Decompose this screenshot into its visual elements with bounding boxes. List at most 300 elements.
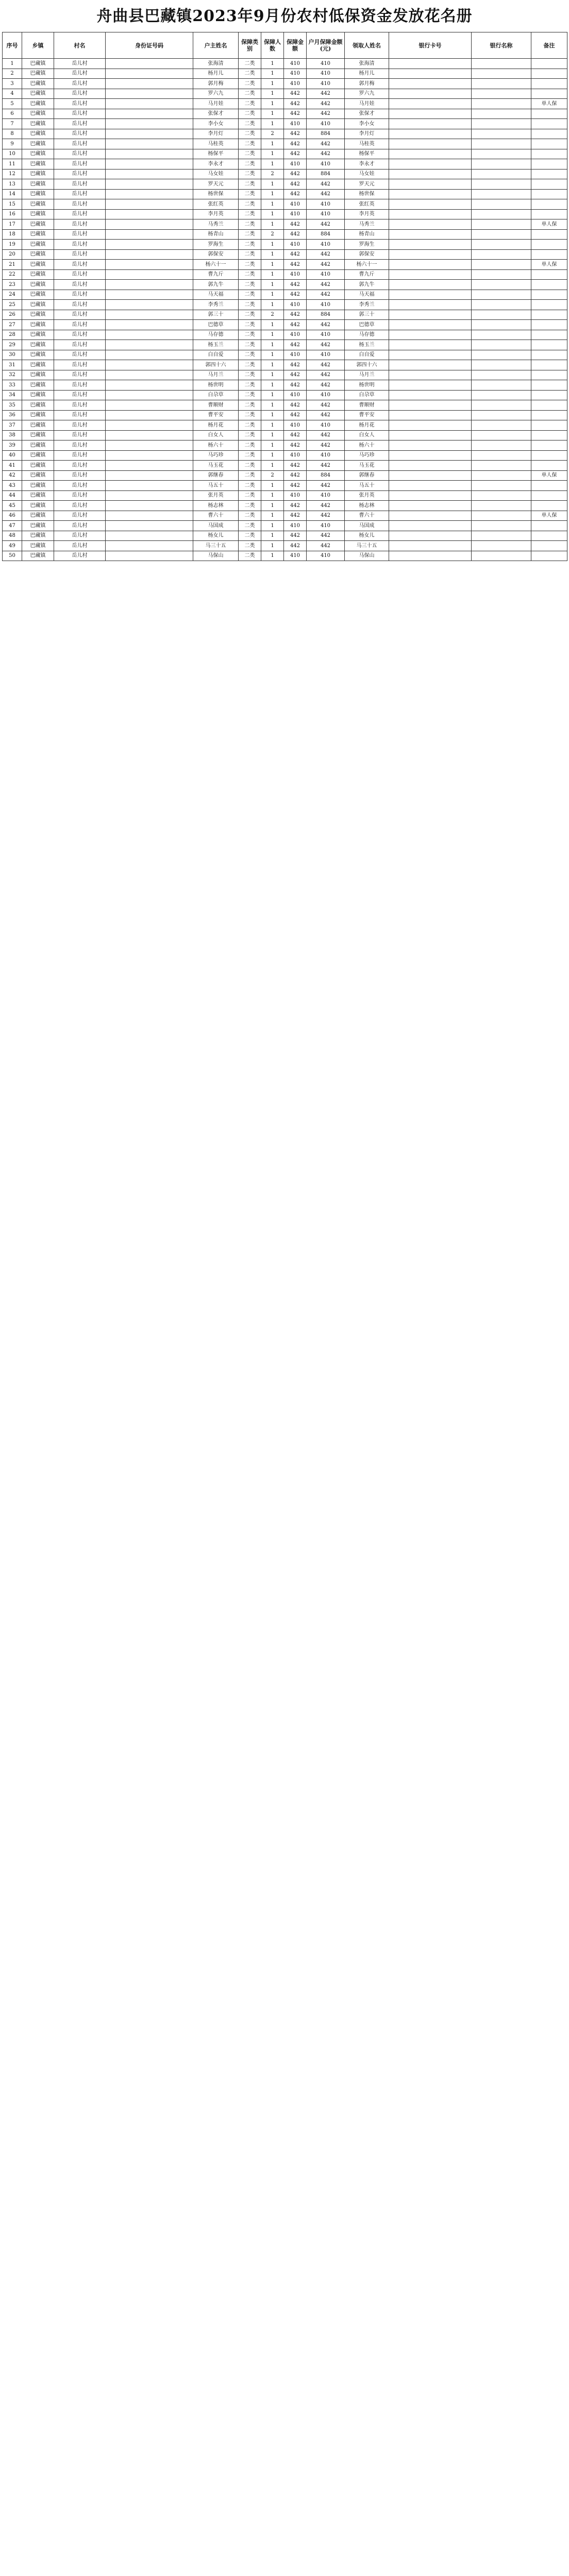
table-cell: 马保山	[193, 551, 239, 561]
table-cell	[106, 370, 193, 380]
table-cell: 1	[261, 521, 284, 531]
table-cell	[531, 169, 567, 179]
table-cell: 9	[3, 139, 22, 149]
table-cell	[531, 340, 567, 350]
table-cell: 1	[261, 370, 284, 380]
table-cell: 曹平安	[345, 410, 389, 420]
table-cell	[389, 209, 472, 219]
table-cell	[472, 320, 531, 330]
table-cell: 442	[307, 219, 345, 230]
table-cell	[106, 300, 193, 310]
table-cell: 16	[3, 209, 22, 219]
table-cell: 巴藏镇	[22, 89, 54, 99]
table-cell: 442	[284, 290, 307, 300]
table-cell: 巴藏镇	[22, 290, 54, 300]
table-cell: 巴藏镇	[22, 229, 54, 240]
table-cell: 巴藏镇	[22, 461, 54, 471]
table-cell: 1	[261, 280, 284, 290]
table-cell	[389, 169, 472, 179]
table-body	[3, 59, 567, 561]
table-cell: 张红英	[345, 199, 389, 210]
col-header: 保障类别	[239, 32, 261, 59]
table-cell: 岳儿村	[54, 79, 106, 89]
table-row	[3, 521, 567, 531]
table-cell: 曹六十	[193, 511, 239, 521]
table-cell: 杨志林	[345, 501, 389, 511]
table-cell: 31	[3, 360, 22, 370]
table-cell: 巴藏镇	[22, 300, 54, 310]
table-cell	[531, 229, 567, 240]
table-cell	[472, 470, 531, 481]
table-cell: 442	[307, 149, 345, 159]
table-cell: 884	[307, 169, 345, 179]
table-cell: 442	[284, 229, 307, 240]
table-cell: 1	[261, 551, 284, 561]
table-cell	[389, 269, 472, 280]
table-cell	[106, 149, 193, 159]
table-cell: 410	[307, 450, 345, 461]
table-cell: 442	[307, 380, 345, 391]
table-cell: 442	[307, 511, 345, 521]
table-cell: 442	[284, 249, 307, 260]
table-cell: 李秀兰	[345, 300, 389, 310]
table-cell: 罗天元	[345, 179, 389, 190]
table-cell	[472, 310, 531, 320]
table-cell: 罗天元	[193, 179, 239, 190]
table-cell: 巴藏镇	[22, 440, 54, 451]
table-cell	[389, 159, 472, 170]
table-row	[3, 89, 567, 99]
table-cell: 442	[307, 99, 345, 109]
table-cell	[472, 209, 531, 219]
table-cell: 岳儿村	[54, 89, 106, 99]
table-cell: 410	[307, 490, 345, 501]
table-cell: 二类	[239, 370, 261, 380]
table-cell: 巴藏镇	[22, 109, 54, 119]
table-cell	[472, 69, 531, 79]
table-cell: 39	[3, 440, 22, 451]
table-cell	[472, 430, 531, 440]
table-cell: 24	[3, 290, 22, 300]
table-cell: 杨月花	[345, 420, 389, 431]
table-cell: 杨世保	[345, 189, 389, 199]
table-cell: 单人保	[531, 260, 567, 270]
table-row	[3, 360, 567, 370]
payout-table	[2, 32, 567, 561]
table-cell: 岳儿村	[54, 531, 106, 541]
table-cell	[472, 350, 531, 360]
table-cell: 442	[284, 179, 307, 190]
table-cell: 1	[261, 249, 284, 260]
table-cell: 马三十五	[345, 541, 389, 551]
table-cell: 二类	[239, 440, 261, 451]
table-cell	[389, 490, 472, 501]
table-cell: 岳儿村	[54, 340, 106, 350]
table-cell: 巴藏镇	[22, 139, 54, 149]
table-cell: 1	[261, 219, 284, 230]
col-header: 乡镇	[22, 32, 54, 59]
table-cell: 二类	[239, 320, 261, 330]
table-cell: 巴藏镇	[22, 380, 54, 391]
table-cell: 410	[284, 199, 307, 210]
table-row	[3, 290, 567, 300]
table-cell: 47	[3, 521, 22, 531]
table-cell: 马桂英	[193, 139, 239, 149]
table-cell: 曹顺财	[193, 400, 239, 411]
table-cell	[389, 330, 472, 340]
table-cell: 1	[261, 179, 284, 190]
table-cell	[106, 420, 193, 431]
table-cell: 1	[261, 290, 284, 300]
table-cell	[106, 219, 193, 230]
table-cell	[531, 551, 567, 561]
table-cell: 二类	[239, 260, 261, 270]
table-cell: 1	[261, 189, 284, 199]
table-cell	[472, 420, 531, 431]
table-cell: 10	[3, 149, 22, 159]
table-cell: 410	[284, 521, 307, 531]
table-cell: 410	[284, 209, 307, 219]
table-cell	[389, 360, 472, 370]
table-cell: 442	[307, 320, 345, 330]
table-cell: 27	[3, 320, 22, 330]
table-cell	[106, 159, 193, 170]
table-cell: 1	[261, 159, 284, 170]
table-cell: 442	[307, 280, 345, 290]
table-cell: 巴藏镇	[22, 99, 54, 109]
table-cell: 1	[261, 269, 284, 280]
table-cell: 28	[3, 330, 22, 340]
table-cell: 1	[261, 380, 284, 391]
table-row	[3, 481, 567, 491]
table-cell: 李小女	[345, 119, 389, 129]
table-cell: 410	[307, 209, 345, 219]
table-cell: 442	[284, 260, 307, 270]
table-cell: 巴藏镇	[22, 370, 54, 380]
table-cell	[472, 370, 531, 380]
table-cell: 442	[284, 340, 307, 350]
table-cell: 李小女	[193, 119, 239, 129]
table-cell: 白自爱	[193, 350, 239, 360]
table-cell: 岳儿村	[54, 280, 106, 290]
table-cell: 二类	[239, 139, 261, 149]
table-row	[3, 350, 567, 360]
table-cell: 35	[3, 400, 22, 411]
table-cell: 410	[307, 69, 345, 79]
table-cell: 1	[261, 420, 284, 431]
table-cell: 二类	[239, 240, 261, 250]
table-cell: 岳儿村	[54, 229, 106, 240]
table-cell	[531, 59, 567, 69]
table-cell: 郭保安	[193, 249, 239, 260]
table-cell	[472, 169, 531, 179]
table-cell: 岳儿村	[54, 119, 106, 129]
table-cell	[531, 531, 567, 541]
table-cell: 442	[284, 461, 307, 471]
table-cell: 1	[261, 490, 284, 501]
table-cell: 二类	[239, 531, 261, 541]
table-cell: 巴藏镇	[22, 430, 54, 440]
table-cell: 12	[3, 169, 22, 179]
table-cell: 马保山	[345, 551, 389, 561]
table-cell: 33	[3, 380, 22, 391]
table-cell	[472, 541, 531, 551]
table-cell: 2	[261, 169, 284, 179]
table-cell: 32	[3, 370, 22, 380]
table-cell	[472, 219, 531, 230]
table-cell: 单人保	[531, 470, 567, 481]
table-row	[3, 199, 567, 210]
table-cell: 杨月儿	[193, 69, 239, 79]
table-cell: 马月娃	[193, 99, 239, 109]
table-cell: 杨六十	[345, 440, 389, 451]
table-cell: 岳儿村	[54, 440, 106, 451]
table-cell: 二类	[239, 79, 261, 89]
table-cell: 岳儿村	[54, 129, 106, 139]
table-cell: 岳儿村	[54, 461, 106, 471]
col-header: 身份证号码	[106, 32, 193, 59]
col-header: 村名	[54, 32, 106, 59]
table-cell: 巴藏镇	[22, 79, 54, 89]
table-cell: 18	[3, 229, 22, 240]
table-cell: 巴藏镇	[22, 501, 54, 511]
table-cell: 巴藏镇	[22, 119, 54, 129]
table-cell: 马存德	[193, 330, 239, 340]
table-cell	[106, 531, 193, 541]
table-cell	[531, 240, 567, 250]
table-cell	[389, 370, 472, 380]
table-cell	[531, 209, 567, 219]
table-cell	[472, 300, 531, 310]
table-cell	[389, 189, 472, 199]
table-cell: 马桂英	[345, 139, 389, 149]
table-cell	[106, 99, 193, 109]
table-cell: 二类	[239, 310, 261, 320]
table-cell: 442	[307, 360, 345, 370]
table-cell: 442	[284, 440, 307, 451]
table-cell: 2	[261, 129, 284, 139]
table-cell: 1	[261, 89, 284, 99]
table-cell: 38	[3, 430, 22, 440]
table-cell: 白女人	[345, 430, 389, 440]
table-cell: 岳儿村	[54, 470, 106, 481]
table-cell	[389, 430, 472, 440]
table-cell: 张红英	[193, 199, 239, 210]
table-cell: 410	[307, 390, 345, 400]
table-cell: 张海清	[193, 59, 239, 69]
table-cell: 15	[3, 199, 22, 210]
table-cell: 岳儿村	[54, 410, 106, 420]
table-cell	[531, 159, 567, 170]
table-cell	[389, 240, 472, 250]
table-cell: 岳儿村	[54, 149, 106, 159]
table-cell	[472, 79, 531, 89]
table-cell: 巴藏镇	[22, 69, 54, 79]
table-cell: 曹九斤	[345, 269, 389, 280]
table-cell: 1	[261, 350, 284, 360]
table-cell	[106, 290, 193, 300]
table-cell: 442	[284, 189, 307, 199]
table-cell: 1	[261, 440, 284, 451]
table-cell: 单人保	[531, 219, 567, 230]
table-cell	[106, 249, 193, 260]
table-cell	[389, 390, 472, 400]
table-cell: 410	[284, 450, 307, 461]
table-cell: 李永才	[193, 159, 239, 170]
table-cell: 郭继春	[193, 470, 239, 481]
table-cell	[389, 470, 472, 481]
table-cell: 19	[3, 240, 22, 250]
table-cell: 20	[3, 249, 22, 260]
table-cell: 曹顺财	[345, 400, 389, 411]
table-cell: 岳儿村	[54, 481, 106, 491]
table-cell	[531, 481, 567, 491]
table-cell	[472, 330, 531, 340]
table-cell	[531, 89, 567, 99]
table-cell: 郭月梅	[193, 79, 239, 89]
table-cell: 410	[307, 59, 345, 69]
table-cell	[389, 129, 472, 139]
table-cell	[106, 551, 193, 561]
table-cell: 巴藏镇	[22, 521, 54, 531]
table-cell: 曹九斤	[193, 269, 239, 280]
table-cell: 杨六十	[193, 440, 239, 451]
table-cell: 马女娃	[193, 169, 239, 179]
table-cell: 罗海生	[345, 240, 389, 250]
table-cell: 二类	[239, 461, 261, 471]
table-cell: 1	[261, 139, 284, 149]
table-cell: 410	[284, 420, 307, 431]
table-cell: 1	[261, 531, 284, 541]
table-cell: 杨保平	[193, 149, 239, 159]
table-cell	[531, 269, 567, 280]
table-cell: 46	[3, 511, 22, 521]
table-cell	[531, 360, 567, 370]
table-cell: 410	[307, 551, 345, 561]
table-cell	[389, 249, 472, 260]
table-cell: 巴藏镇	[22, 360, 54, 370]
table-cell: 23	[3, 280, 22, 290]
table-cell: 442	[284, 169, 307, 179]
table-cell: 11	[3, 159, 22, 170]
table-cell: 14	[3, 189, 22, 199]
table-row	[3, 109, 567, 119]
table-cell: 442	[284, 481, 307, 491]
table-row	[3, 249, 567, 260]
table-cell: 二类	[239, 470, 261, 481]
table-cell: 30	[3, 350, 22, 360]
table-cell: 1	[261, 450, 284, 461]
table-cell: 1	[261, 320, 284, 330]
table-cell: 巴藏镇	[22, 470, 54, 481]
table-row	[3, 59, 567, 69]
table-cell: 巴藏镇	[22, 490, 54, 501]
table-cell: 410	[307, 240, 345, 250]
table-cell	[106, 59, 193, 69]
table-cell: 410	[284, 551, 307, 561]
table-cell	[389, 380, 472, 391]
table-row	[3, 551, 567, 561]
table-row	[3, 400, 567, 411]
table-cell: 48	[3, 531, 22, 541]
table-cell	[389, 350, 472, 360]
table-cell	[389, 89, 472, 99]
table-cell	[531, 430, 567, 440]
table-cell: 13	[3, 179, 22, 190]
table-cell	[389, 290, 472, 300]
table-cell: 罗海生	[193, 240, 239, 250]
table-cell: 杨青山	[193, 229, 239, 240]
table-cell: 442	[307, 260, 345, 270]
table-cell	[389, 260, 472, 270]
table-cell: 410	[284, 300, 307, 310]
col-header: 保障人数	[261, 32, 284, 59]
table-row	[3, 390, 567, 400]
table-cell: 巴藏镇	[22, 330, 54, 340]
table-cell: 43	[3, 481, 22, 491]
table-cell: 二类	[239, 300, 261, 310]
table-cell: 410	[307, 159, 345, 170]
table-cell: 巴藏镇	[22, 310, 54, 320]
table-cell	[389, 119, 472, 129]
table-cell: 杨世保	[193, 189, 239, 199]
table-cell	[389, 340, 472, 350]
table-cell: 二类	[239, 219, 261, 230]
table-cell: 二类	[239, 380, 261, 391]
table-cell: 442	[307, 481, 345, 491]
table-cell: 410	[307, 199, 345, 210]
table-cell: 442	[284, 511, 307, 521]
table-cell: 岳儿村	[54, 420, 106, 431]
table-cell	[389, 531, 472, 541]
table-cell	[106, 400, 193, 411]
table-cell	[472, 440, 531, 451]
table-cell	[531, 119, 567, 129]
table-cell: 巴藏镇	[22, 410, 54, 420]
table-cell	[389, 461, 472, 471]
table-cell: 410	[284, 240, 307, 250]
table-cell: 442	[307, 370, 345, 380]
table-cell: 巴德草	[193, 320, 239, 330]
table-cell: 李月灯	[345, 129, 389, 139]
table-cell: 马女娃	[345, 169, 389, 179]
table-cell: 岳儿村	[54, 260, 106, 270]
table-cell: 二类	[239, 189, 261, 199]
table-cell: 马月娃	[345, 99, 389, 109]
table-cell	[472, 461, 531, 471]
table-cell: 岳儿村	[54, 290, 106, 300]
table-row	[3, 531, 567, 541]
table-cell: 郭月梅	[345, 79, 389, 89]
table-cell	[389, 481, 472, 491]
table-cell	[472, 189, 531, 199]
table-cell: 二类	[239, 541, 261, 551]
table-cell: 1	[261, 541, 284, 551]
col-header: 保障金额	[284, 32, 307, 59]
table-row	[3, 129, 567, 139]
table-cell: 442	[284, 380, 307, 391]
table-cell: 岳儿村	[54, 330, 106, 340]
table-cell: 410	[284, 159, 307, 170]
table-cell: 884	[307, 470, 345, 481]
table-cell: 二类	[239, 350, 261, 360]
table-cell: 442	[284, 149, 307, 159]
table-cell	[472, 59, 531, 69]
table-cell: 杨保平	[345, 149, 389, 159]
table-cell: 8	[3, 129, 22, 139]
table-cell: 岳儿村	[54, 99, 106, 109]
table-cell: 马天福	[345, 290, 389, 300]
